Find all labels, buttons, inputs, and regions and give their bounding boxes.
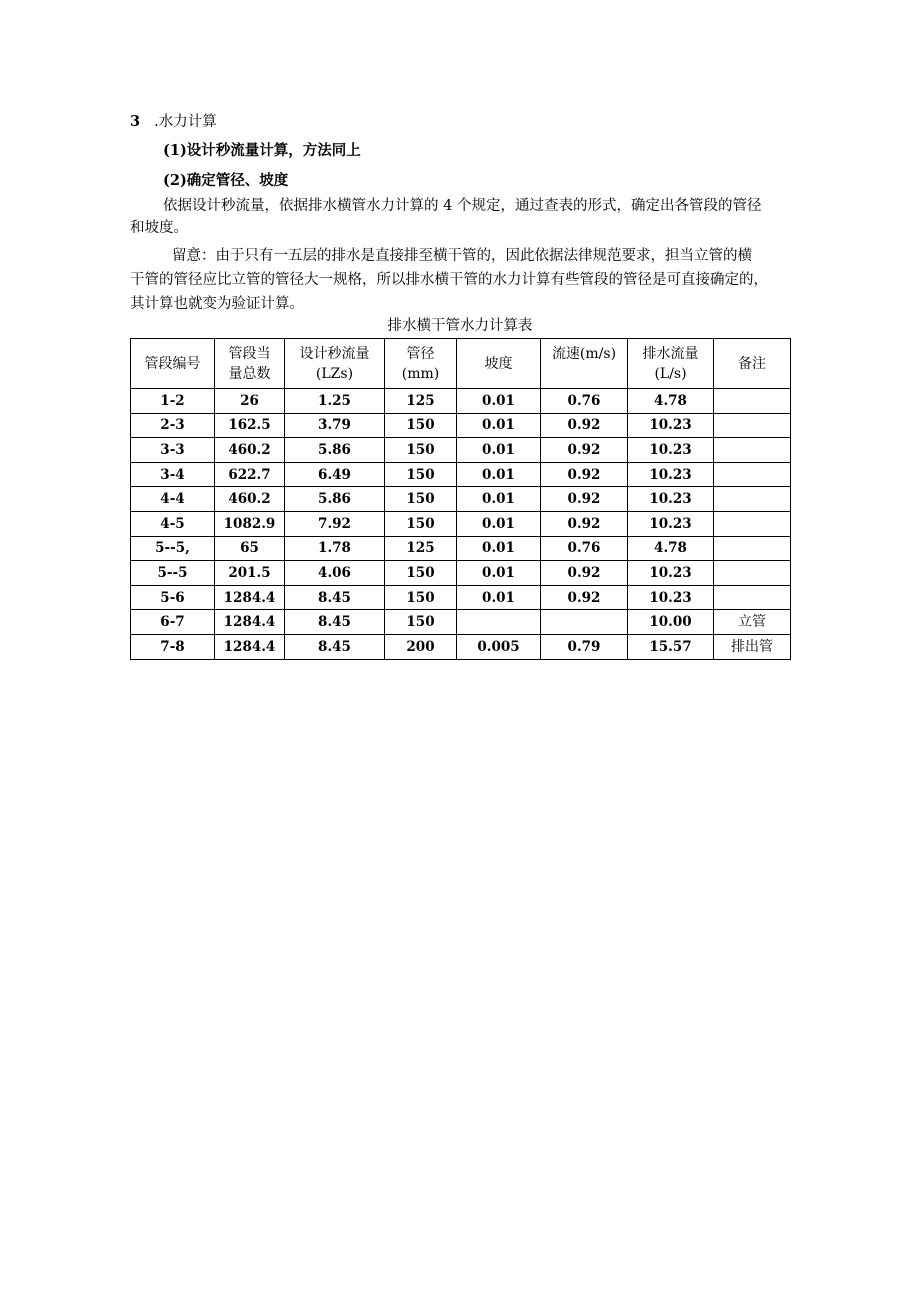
- cell-drain-flow: 10.23: [628, 462, 714, 487]
- cell-design-flow: 1.78: [285, 536, 385, 561]
- cell-slope: 0.01: [457, 511, 541, 536]
- cell-drain-flow: 4.78: [628, 536, 714, 561]
- header-segment-id: 管段编号: [131, 339, 215, 389]
- section-number: 3: [130, 113, 141, 130]
- cell-design-flow: 1.25: [285, 389, 385, 414]
- table-row: [131, 462, 791, 487]
- table-row: [131, 487, 791, 512]
- cell-design-flow: 4.06: [285, 561, 385, 586]
- cell-drain-flow: 10.00: [628, 610, 714, 635]
- paragraph-2-line-3: 其计算也就变为验证计算。: [130, 296, 304, 312]
- cell-velocity: 0.92: [541, 561, 628, 586]
- cell-segment: 7-8: [131, 634, 215, 659]
- item-2-text: (2)确定管径、坡度: [163, 172, 289, 189]
- cell-diameter: 150: [385, 438, 457, 463]
- cell-velocity: [541, 610, 628, 635]
- cell-slope: 0.01: [457, 413, 541, 438]
- cell-velocity: 0.92: [541, 462, 628, 487]
- cell-equivalent: 1284.4: [215, 585, 285, 610]
- cell-design-flow: 3.79: [285, 413, 385, 438]
- table-row: [131, 585, 791, 610]
- cell-drain-flow: 4.78: [628, 389, 714, 414]
- paragraph-1-line-1: 依据设计秒流量，依据排水横管水力计算的 4 个规定，通过查表的形式，确定出各管段的管径: [163, 198, 762, 214]
- cell-design-flow: 5.86: [285, 438, 385, 463]
- cell-design-flow: 7.92: [285, 511, 385, 536]
- cell-remarks: [714, 561, 791, 586]
- table-body: [131, 389, 791, 660]
- header-pipe-diameter: 管径 (mm): [385, 339, 457, 389]
- header-slope: 坡度: [457, 339, 541, 389]
- cell-remarks: [714, 389, 791, 414]
- cell-segment: 5--5,: [131, 536, 215, 561]
- cell-slope: 0.01: [457, 536, 541, 561]
- cell-remarks: [714, 536, 791, 561]
- cell-design-flow: 8.45: [285, 634, 385, 659]
- cell-segment: 1-2: [131, 389, 215, 414]
- cell-slope: 0.01: [457, 585, 541, 610]
- cell-velocity: 0.76: [541, 389, 628, 414]
- header-equivalent-total: 管段当 量总数: [215, 339, 285, 389]
- cell-equivalent: 1082.9: [215, 511, 285, 536]
- cell-drain-flow: 10.23: [628, 511, 714, 536]
- table-row: [131, 511, 791, 536]
- cell-velocity: 0.92: [541, 413, 628, 438]
- cell-diameter: 200: [385, 634, 457, 659]
- cell-drain-flow: 10.23: [628, 585, 714, 610]
- cell-equivalent: 460.2: [215, 487, 285, 512]
- header-remarks: 备注: [714, 339, 791, 389]
- cell-remarks: [714, 462, 791, 487]
- cell-diameter: 150: [385, 585, 457, 610]
- table-row: [131, 413, 791, 438]
- cell-equivalent: 162.5: [215, 413, 285, 438]
- cell-remarks: [714, 487, 791, 512]
- cell-diameter: 150: [385, 511, 457, 536]
- cell-slope: 0.01: [457, 438, 541, 463]
- cell-segment: 3-3: [131, 438, 215, 463]
- cell-equivalent: 65: [215, 536, 285, 561]
- cell-segment: 6-7: [131, 610, 215, 635]
- cell-drain-flow: 15.57: [628, 634, 714, 659]
- cell-equivalent: 1284.4: [215, 610, 285, 635]
- cell-segment: 5--5: [131, 561, 215, 586]
- cell-diameter: 150: [385, 610, 457, 635]
- table-row: [131, 561, 791, 586]
- cell-slope: 0.01: [457, 389, 541, 414]
- cell-drain-flow: 10.23: [628, 438, 714, 463]
- table-header-row: [131, 339, 791, 389]
- cell-diameter: 150: [385, 462, 457, 487]
- cell-diameter: 125: [385, 536, 457, 561]
- table-row: [131, 610, 791, 635]
- cell-drain-flow: 10.23: [628, 413, 714, 438]
- cell-diameter: 125: [385, 389, 457, 414]
- cell-segment: 3-4: [131, 462, 215, 487]
- cell-design-flow: 8.45: [285, 610, 385, 635]
- paragraph-1-line-2: 和坡度。: [130, 220, 188, 236]
- cell-segment: 4-4: [131, 487, 215, 512]
- section-title: .水力计算: [154, 114, 217, 130]
- cell-equivalent: 460.2: [215, 438, 285, 463]
- cell-segment: 4-5: [131, 511, 215, 536]
- cell-slope: [457, 610, 541, 635]
- cell-remarks: [714, 413, 791, 438]
- hydraulic-calculation-table: [130, 338, 791, 660]
- section-heading: [130, 112, 217, 132]
- cell-slope: 0.01: [457, 561, 541, 586]
- cell-slope: 0.005: [457, 634, 541, 659]
- cell-velocity: 0.92: [541, 438, 628, 463]
- cell-equivalent: 201.5: [215, 561, 285, 586]
- table-row: [131, 438, 791, 463]
- cell-remarks: [714, 511, 791, 536]
- cell-equivalent: 622.7: [215, 462, 285, 487]
- cell-remarks: [714, 438, 791, 463]
- cell-velocity: 0.92: [541, 487, 628, 512]
- table-caption: 排水横干管水力计算表: [387, 318, 533, 334]
- cell-remarks: [714, 585, 791, 610]
- paragraph-2-line-1: 留意：由于只有一五层的排水是直接排至横干管的，因此依据法律规范要求，担当立管的横: [172, 248, 752, 264]
- cell-equivalent: 26: [215, 389, 285, 414]
- table-row: [131, 389, 791, 414]
- cell-remarks: 立管: [714, 610, 791, 635]
- item-1-text: (1)设计秒流量计算，方法同上: [163, 142, 361, 159]
- cell-segment: 2-3: [131, 413, 215, 438]
- cell-drain-flow: 10.23: [628, 561, 714, 586]
- cell-velocity: 0.76: [541, 536, 628, 561]
- header-velocity: 流速(m/s): [541, 339, 628, 389]
- header-drain-flow: 排水流量 (L/s): [628, 339, 714, 389]
- cell-slope: 0.01: [457, 462, 541, 487]
- cell-design-flow: 5.86: [285, 487, 385, 512]
- cell-velocity: 0.92: [541, 585, 628, 610]
- header-design-flow: 设计秒流量 (LZs): [285, 339, 385, 389]
- cell-slope: 0.01: [457, 487, 541, 512]
- cell-diameter: 150: [385, 561, 457, 586]
- cell-remarks: 排出管: [714, 634, 791, 659]
- cell-velocity: 0.79: [541, 634, 628, 659]
- table-row: [131, 536, 791, 561]
- cell-velocity: 0.92: [541, 511, 628, 536]
- paragraph-2-line-2: 干管的管径应比立管的管径大一规格，所以排水横干管的水力计算有些管段的管径是可直接确定的，: [130, 272, 768, 288]
- cell-equivalent: 1284.4: [215, 634, 285, 659]
- cell-design-flow: 6.49: [285, 462, 385, 487]
- cell-diameter: 150: [385, 487, 457, 512]
- cell-design-flow: 8.45: [285, 585, 385, 610]
- cell-diameter: 150: [385, 413, 457, 438]
- table-row: [131, 634, 791, 659]
- cell-segment: 5-6: [131, 585, 215, 610]
- cell-drain-flow: 10.23: [628, 487, 714, 512]
